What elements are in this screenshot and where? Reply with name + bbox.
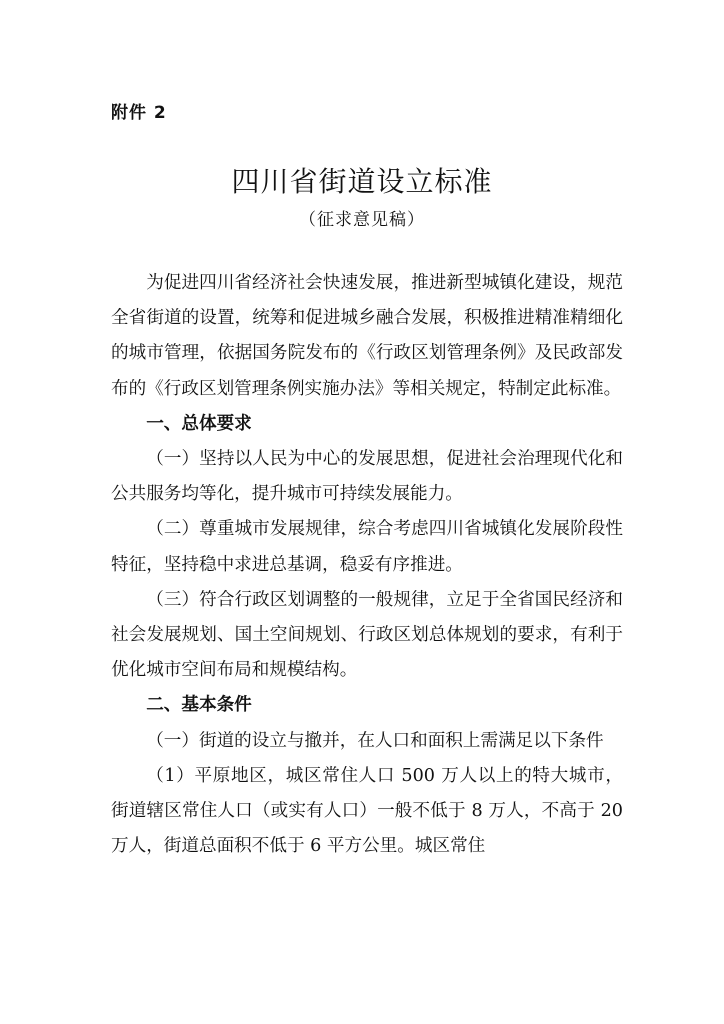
attachment-label: 附件 2 (111, 103, 167, 123)
section-heading-general-requirements: 一、总体要求 (146, 413, 252, 434)
document-title: 四川省街道设立标准 (231, 165, 493, 198)
condition-paragraph-2: （1）平原地区，城区常住人口 500 万人以上的特大城市，街道辖区常住人口（或实有人口）一般不低于 8 万人，不高于 20 万人，街道总面积不低于 6 平方公里。城区常住 (111, 765, 623, 857)
section-heading-basic-conditions: 二、基本条件 (146, 695, 252, 716)
requirement-paragraph-3: （三）符合行政区划调整的一般规律，立足于全省国民经济和社会发展规划、国土空间规划、行政区划总体规划的要求，有利于优化城市空间布局和规模结构。 (111, 589, 623, 681)
document-body (111, 266, 623, 864)
requirement-paragraph-1: （一）坚持以人民为中心的发展思想，促进社会治理现代化和公共服务均等化，提升城市可持续发展能力。 (111, 449, 623, 505)
document-subtitle: （征求意见稿） (299, 210, 425, 230)
requirement-paragraph-2: （二）尊重城市发展规律，综合考虑四川省城镇化发展阶段性特征，坚持稳中求进总基调，稳妥有序推进。 (111, 519, 623, 575)
condition-paragraph-1: （一）街道的设立与撤并，在人口和面积上需满足以下条件 (146, 730, 604, 751)
preamble-paragraph: 为促进四川省经济社会快速发展，推进新型城镇化建设，规范全省街道的设置，统筹和促进城乡融合发展，积极推进精准精细化的城市管理，依据国务院发布的《行政区划管理条例》及民政部发布的《行政区划管理条例实施办法》等相关规定，特制定此标准。 (111, 273, 623, 399)
